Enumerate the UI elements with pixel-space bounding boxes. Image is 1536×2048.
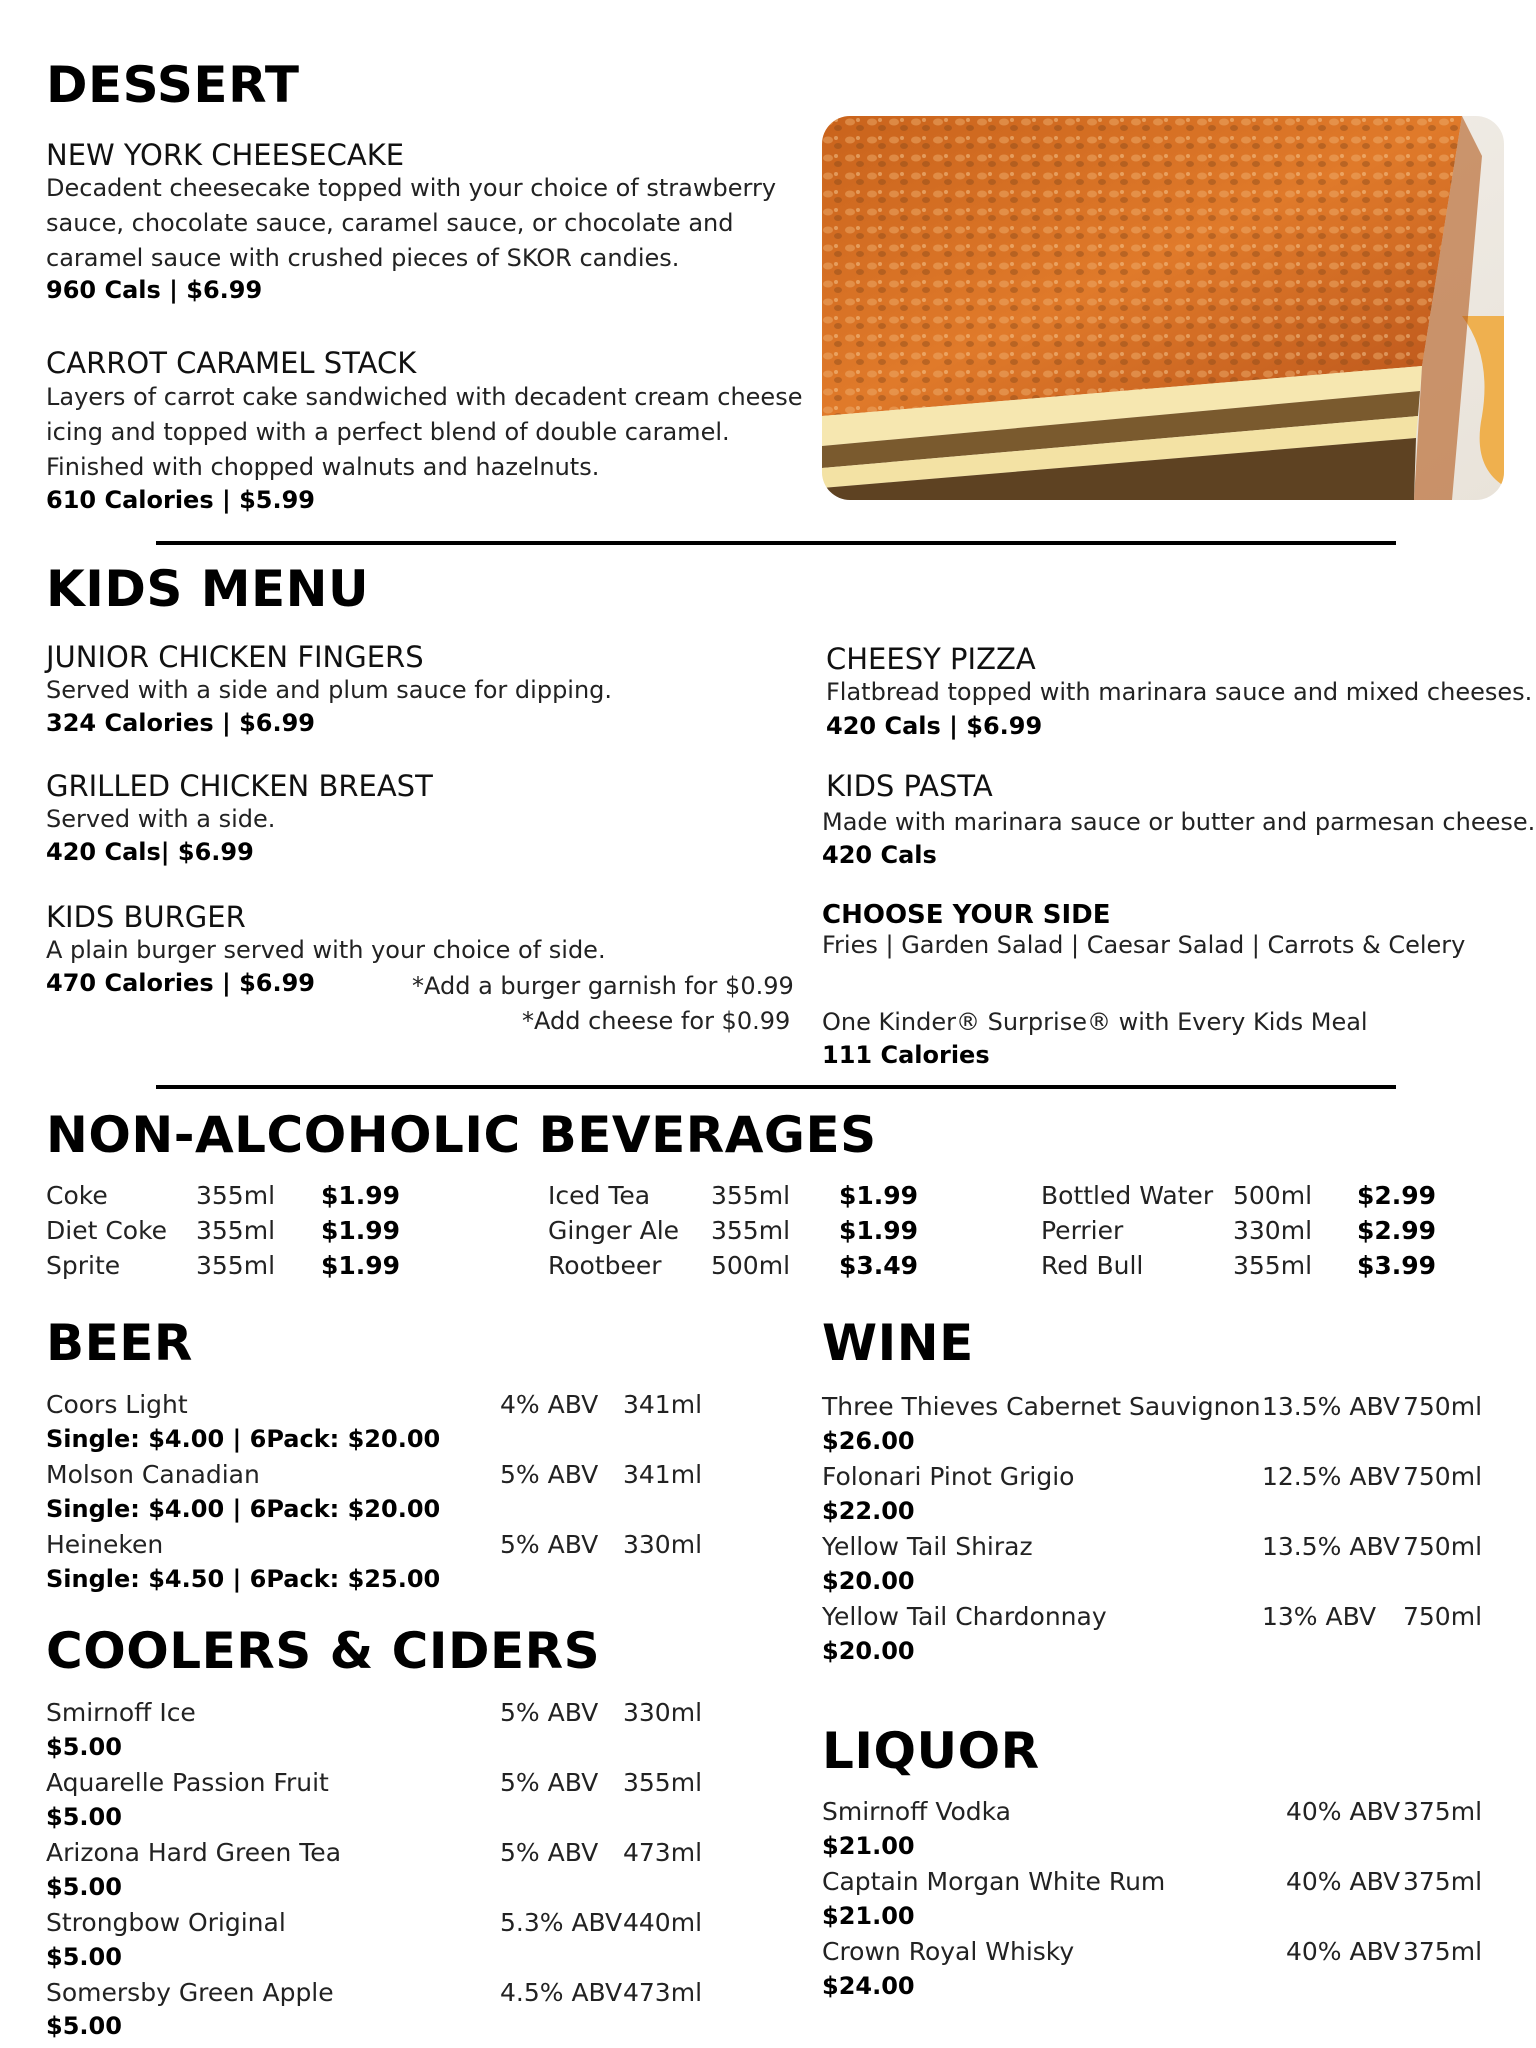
item-desc-line: sauce, chocolate sauce, caramel sauce, or chocolate and	[46, 209, 734, 237]
item-name: KIDS BURGER	[46, 900, 246, 934]
drink-abv: 40% ABV	[1286, 1937, 1401, 1966]
bev-name: Sprite	[46, 1251, 121, 1280]
dessert-heading: DESSERT	[46, 56, 300, 114]
item-name: NEW YORK CHEESECAKE	[46, 138, 405, 172]
liquor-heading: LIQUOR	[822, 1722, 1040, 1780]
drink-name: Aquarelle Passion Fruit	[46, 1768, 329, 1797]
drink-name: Captain Morgan White Rum	[822, 1867, 1166, 1896]
side-options: Fries | Garden Salad | Caesar Salad | Carrots & Celery	[822, 931, 1466, 959]
bev-price: $1.99	[839, 1216, 919, 1245]
drink-size: 440ml	[623, 1908, 703, 1937]
addon-note: *Add a burger garnish for $0.99	[412, 972, 794, 1000]
bev-price: $1.99	[839, 1181, 919, 1210]
drink-name: Strongbow Original	[46, 1908, 286, 1937]
drink-size: 375ml	[1403, 1797, 1483, 1826]
drink-price: $5.00	[46, 1803, 122, 1831]
coolers-heading: COOLERS & CIDERS	[46, 1622, 601, 1680]
drink-size: 473ml	[623, 1838, 703, 1867]
drink-price: Single: $4.00 | 6Pack: $20.00	[46, 1495, 441, 1523]
drink-abv: 5% ABV	[500, 1838, 599, 1867]
bev-name: Rootbeer	[548, 1251, 662, 1280]
bev-price: $1.99	[321, 1216, 401, 1245]
bev-price: $1.99	[321, 1181, 401, 1210]
drink-price: $24.00	[822, 1972, 915, 2000]
drink-name: Heineken	[46, 1530, 164, 1559]
wine-heading: WINE	[822, 1314, 974, 1372]
drink-size: 330ml	[623, 1530, 703, 1559]
bev-size: 500ml	[711, 1251, 791, 1280]
drink-abv: 40% ABV	[1286, 1867, 1401, 1896]
item-desc: Served with a side and plum sauce for dipping.	[46, 676, 613, 704]
drink-size: 473ml	[623, 1978, 703, 2007]
beer-heading: BEER	[46, 1314, 193, 1372]
bev-name: Ginger Ale	[548, 1216, 680, 1245]
drink-price: $5.00	[46, 1733, 122, 1761]
drink-price: $21.00	[822, 1902, 915, 1930]
drink-abv: 12.5% ABV	[1262, 1462, 1400, 1491]
choose-side-heading: CHOOSE YOUR SIDE	[822, 900, 1111, 930]
drink-size: 355ml	[623, 1768, 703, 1797]
drink-size: 375ml	[1403, 1937, 1483, 1966]
kids-menu-heading: KIDS MENU	[46, 560, 370, 618]
item-price: 420 Cals| $6.99	[46, 838, 254, 866]
bev-size: 355ml	[711, 1216, 791, 1245]
drink-price: $21.00	[822, 1832, 915, 1860]
bev-price: $2.99	[1357, 1181, 1437, 1210]
bev-price: $2.99	[1357, 1216, 1437, 1245]
drink-size: 330ml	[623, 1698, 703, 1727]
item-desc-line: caramel sauce with crushed pieces of SKOR candies.	[46, 244, 680, 272]
item-desc-line: Finished with chopped walnuts and hazelnuts.	[46, 453, 600, 481]
drink-size: 341ml	[623, 1460, 703, 1489]
drink-name: Coors Light	[46, 1390, 188, 1419]
drink-name: Yellow Tail Chardonnay	[822, 1602, 1107, 1631]
drink-name: Molson Canadian	[46, 1460, 260, 1489]
drink-name: Smirnoff Ice	[46, 1698, 196, 1727]
item-name: CARROT CARAMEL STACK	[46, 346, 417, 380]
drink-price: $5.00	[46, 2012, 122, 2040]
bev-price: $1.99	[321, 1251, 401, 1280]
section-divider	[156, 541, 1396, 545]
bev-size: 355ml	[1233, 1251, 1313, 1280]
drink-price: $5.00	[46, 1943, 122, 1971]
bev-name: Bottled Water	[1041, 1181, 1214, 1210]
drink-abv: 13.5% ABV	[1262, 1392, 1400, 1421]
drink-size: 750ml	[1403, 1392, 1483, 1421]
bev-size: 355ml	[196, 1251, 276, 1280]
item-price: 610 Calories | $5.99	[46, 486, 315, 514]
carrot-caramel-stack-image	[822, 116, 1504, 500]
bev-size: 355ml	[196, 1216, 276, 1245]
item-desc-line: Decadent cheesecake topped with your choice of strawberry	[46, 174, 777, 202]
drink-price: Single: $4.00 | 6Pack: $20.00	[46, 1425, 441, 1453]
drink-name: Somersby Green Apple	[46, 1978, 334, 2007]
bev-size: 355ml	[196, 1181, 276, 1210]
drink-abv: 13% ABV	[1262, 1602, 1377, 1631]
drink-abv: 5.3% ABV	[500, 1908, 623, 1937]
section-divider	[156, 1085, 1396, 1089]
drink-abv: 4% ABV	[500, 1390, 599, 1419]
drink-name: Yellow Tail Shiraz	[822, 1532, 1033, 1561]
drink-abv: 40% ABV	[1286, 1797, 1401, 1826]
bev-size: 355ml	[711, 1181, 791, 1210]
drink-name: Crown Royal Whisky	[822, 1937, 1075, 1966]
drink-abv: 13.5% ABV	[1262, 1532, 1400, 1561]
drink-abv: 5% ABV	[500, 1698, 599, 1727]
bev-price: $3.49	[839, 1251, 919, 1280]
nonalc-heading: NON-ALCOHOLIC BEVERAGES	[46, 1106, 877, 1164]
item-desc-line: icing and topped with a perfect blend of double caramel.	[46, 418, 730, 446]
drink-name: Arizona Hard Green Tea	[46, 1838, 342, 1867]
bev-price: $3.99	[1357, 1251, 1437, 1280]
drink-abv: 5% ABV	[500, 1768, 599, 1797]
drink-price: $20.00	[822, 1637, 915, 1665]
bev-name: Iced Tea	[548, 1181, 651, 1210]
drink-abv: 5% ABV	[500, 1460, 599, 1489]
drink-price: $22.00	[822, 1497, 915, 1525]
drink-price: $5.00	[46, 1873, 122, 1901]
bev-size: 500ml	[1233, 1181, 1313, 1210]
item-price: 420 Cals | $6.99	[826, 712, 1043, 740]
drink-price: $26.00	[822, 1427, 915, 1455]
drink-price: $20.00	[822, 1567, 915, 1595]
bev-name: Diet Coke	[46, 1216, 168, 1245]
item-price: 960 Cals | $6.99	[46, 276, 263, 304]
drink-size: 750ml	[1403, 1532, 1483, 1561]
bev-name: Coke	[46, 1181, 108, 1210]
item-desc-line: Layers of carrot cake sandwiched with decadent cream cheese	[46, 383, 803, 411]
drink-size: 375ml	[1403, 1867, 1483, 1896]
item-name: CHEESY PIZZA	[826, 642, 1036, 676]
item-price: 324 Calories | $6.99	[46, 709, 315, 737]
drink-abv: 4.5% ABV	[500, 1978, 623, 2007]
kinder-calories: 111 Calories	[822, 1041, 990, 1069]
drink-name: Folonari Pinot Grigio	[822, 1462, 1075, 1491]
bev-size: 330ml	[1233, 1216, 1313, 1245]
drink-name: Smirnoff Vodka	[822, 1797, 1012, 1826]
drink-abv: 5% ABV	[500, 1530, 599, 1559]
item-name: JUNIOR CHICKEN FINGERS	[46, 640, 424, 674]
bev-name: Red Bull	[1041, 1251, 1144, 1280]
dessert-photo	[822, 116, 1504, 500]
kinder-surprise-note: One Kinder® Surprise® with Every Kids Meal	[822, 1008, 1368, 1036]
drink-size: 750ml	[1403, 1462, 1483, 1491]
addon-note: *Add cheese for $0.99	[522, 1007, 791, 1035]
drink-size: 341ml	[623, 1390, 703, 1419]
item-price: 470 Calories | $6.99	[46, 969, 315, 997]
item-price: 420 Cals	[822, 841, 937, 869]
drink-name: Three Thieves Cabernet Sauvignon	[822, 1392, 1261, 1421]
item-desc: Made with marinara sauce or butter and parmesan cheese.	[822, 808, 1536, 836]
item-desc: A plain burger served with your choice of side.	[46, 936, 606, 964]
item-name: KIDS PASTA	[826, 769, 993, 803]
item-desc: Flatbread topped with marinara sauce and mixed cheeses.	[826, 678, 1533, 706]
drink-price: Single: $4.50 | 6Pack: $25.00	[46, 1565, 441, 1593]
bev-name: Perrier	[1041, 1216, 1124, 1245]
drink-size: 750ml	[1403, 1602, 1483, 1631]
item-name: GRILLED CHICKEN BREAST	[46, 769, 433, 803]
item-desc: Served with a side.	[46, 805, 276, 833]
